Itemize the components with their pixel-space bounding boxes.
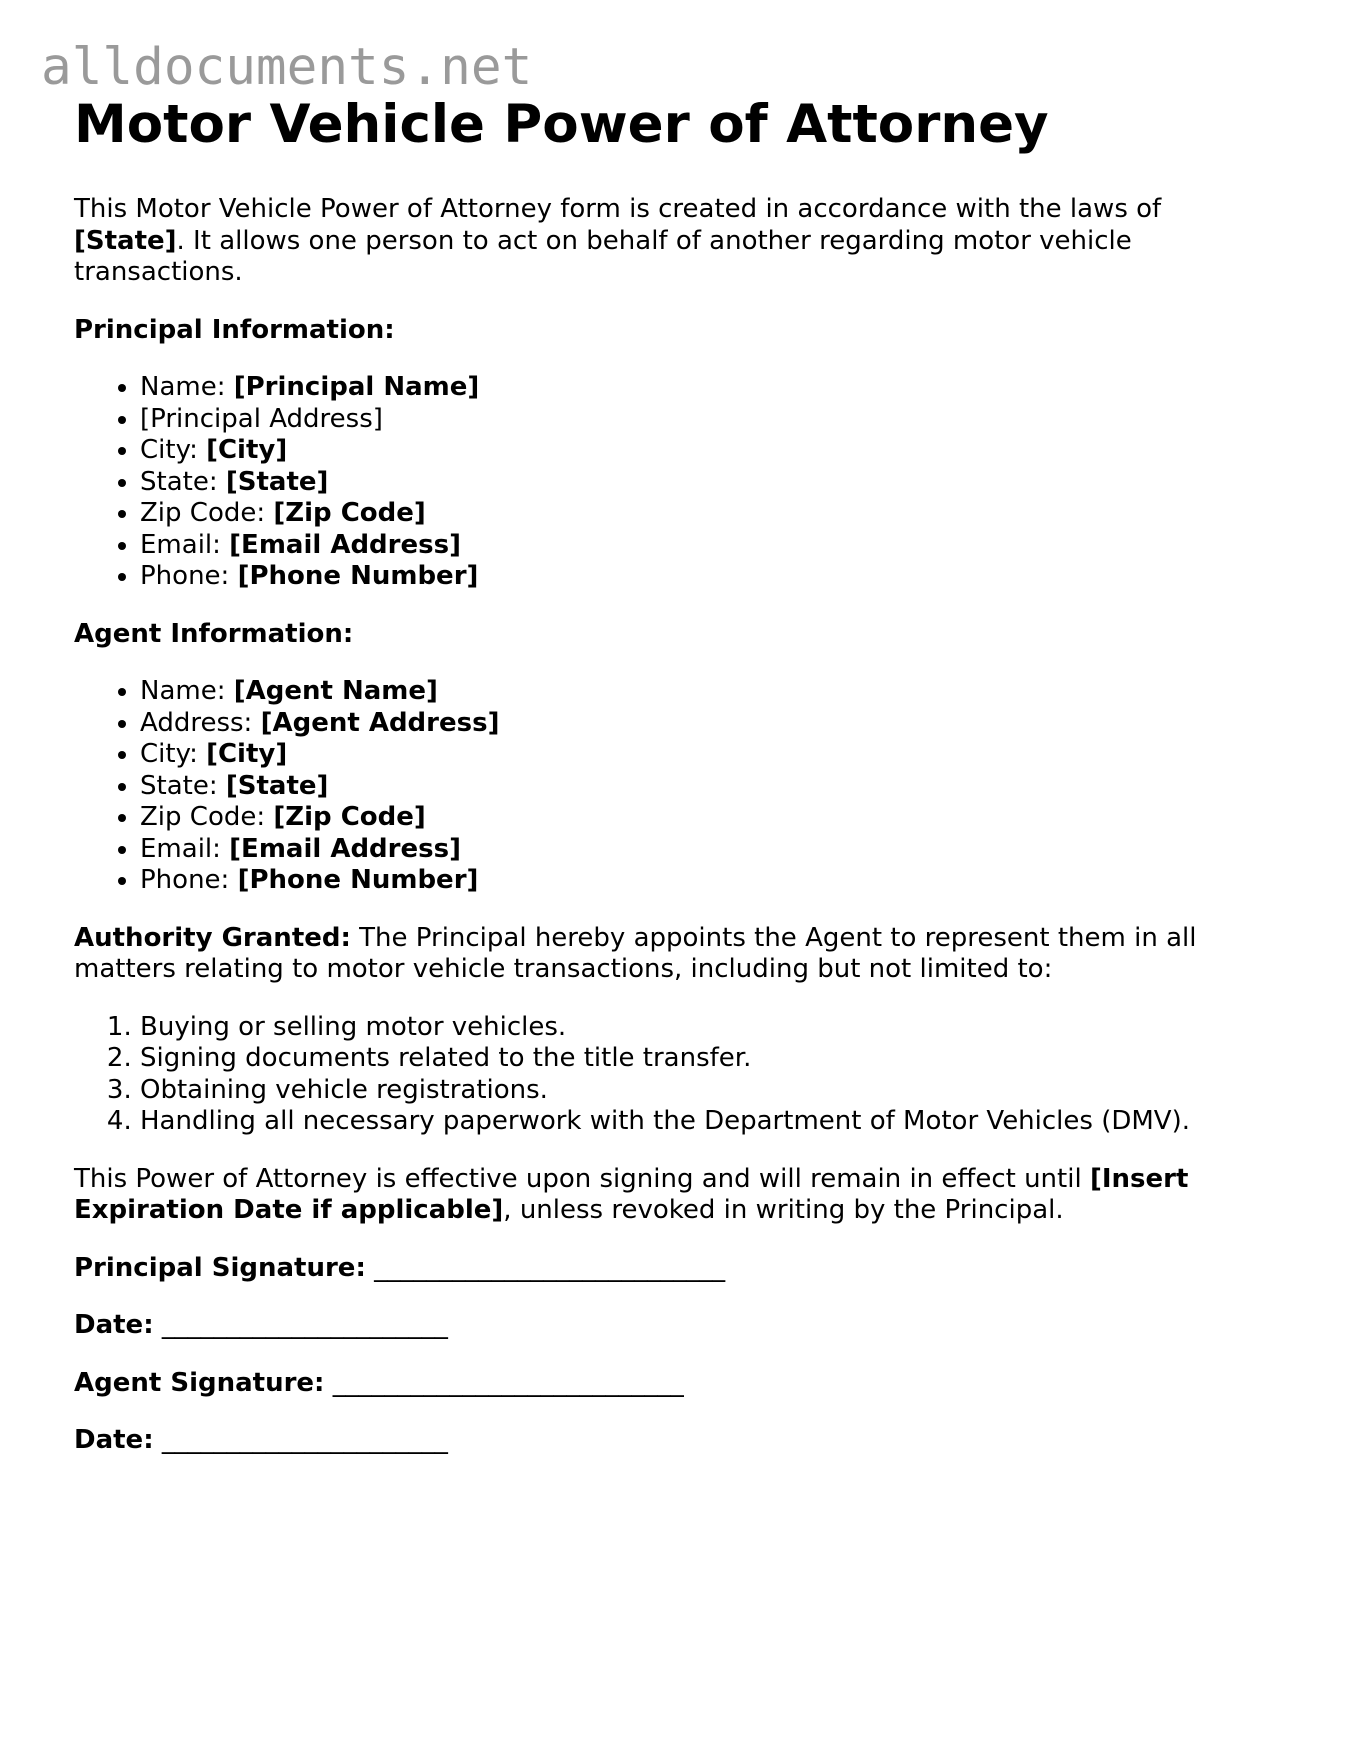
authority-list: [74, 1012, 1274, 1138]
agent-phone-item: [140, 865, 1274, 897]
authority-item: 1. Buying or selling motor vehicles.: [140, 1012, 1274, 1044]
agent-city-item: [140, 739, 1274, 771]
item-value: [State]: [225, 466, 329, 497]
principal-zip-item: [140, 498, 1274, 530]
document: [74, 90, 1274, 1457]
agent-zip-item: [140, 802, 1274, 834]
principal-date-line: [74, 1310, 1274, 1342]
item-label: Phone:: [140, 865, 238, 895]
date-blank: ______________________: [153, 1310, 448, 1340]
item-label: Email:: [140, 529, 230, 560]
item-label: City:: [140, 435, 207, 465]
effective-text-after: , unless revoked in writing by the Principal.: [503, 1195, 1064, 1225]
agent-email-item: [140, 834, 1274, 866]
date-label: Date:: [74, 1310, 154, 1340]
principal-signature-line: [74, 1253, 1274, 1285]
item-value: [Zip Code]: [273, 802, 426, 832]
document-title: Motor Vehicle Power of Attorney: [74, 94, 1049, 155]
item-label: Zip Code:: [140, 498, 274, 528]
item-label: Name:: [140, 676, 234, 706]
item-label: Zip Code:: [140, 802, 274, 832]
item-label: Name:: [140, 372, 234, 402]
item-label: State:: [140, 770, 226, 801]
expiration-date-placeholder: [Insert Expiration Date if applicable]: [74, 1163, 1189, 1225]
agent-date-line: [74, 1425, 1274, 1457]
item-value: [Principal Name]: [233, 372, 480, 402]
signature-label: Principal Signature:: [74, 1252, 366, 1283]
authority-paragraph: [74, 923, 1274, 986]
agent-state-item: [140, 771, 1274, 803]
principal-email-item: [140, 530, 1274, 562]
intro-text-after: . It allows one person to act on behalf of another regarding motor vehicle transactions.: [74, 225, 1132, 287]
principal-city-item: [140, 435, 1274, 467]
item-value: [Phone Number]: [237, 865, 479, 895]
principal-state-item: [140, 467, 1274, 499]
agent-heading: Agent Information:: [74, 618, 354, 649]
item-value: [State]: [225, 770, 329, 801]
principal-list: [74, 372, 1274, 593]
item-label: Email:: [140, 833, 230, 864]
principal-phone-item: [140, 561, 1274, 593]
principal-heading: Principal Information:: [74, 314, 395, 345]
item-value: [Zip Code]: [273, 498, 426, 528]
effective-paragraph: [74, 1164, 1274, 1227]
authority-item: 3. Obtaining vehicle registrations.: [140, 1075, 1274, 1107]
item-value: [Email Address]: [229, 833, 461, 864]
item-value: [Email Address]: [229, 529, 461, 560]
authority-label: Authority Granted:: [74, 922, 351, 953]
intro-paragraph: [74, 194, 1274, 289]
item-value: [City]: [206, 435, 288, 465]
effective-text-before: This Power of Attorney is effective upon signing and will remain in effect until: [74, 1163, 1090, 1194]
authority-item: 4. Handling all necessary paperwork with the Department of Motor Vehicles (DMV).: [140, 1106, 1274, 1138]
item-label: [Principal Address]: [140, 403, 383, 434]
agent-signature-line: [74, 1368, 1274, 1400]
agent-address-item: [140, 708, 1274, 740]
date-blank: ______________________: [153, 1425, 448, 1455]
signature-blank: ___________________________: [324, 1367, 684, 1398]
signature-blank: ___________________________: [365, 1252, 726, 1283]
date-label: Date:: [74, 1425, 154, 1455]
item-label: Phone:: [140, 561, 238, 591]
item-label: Address:: [140, 707, 261, 738]
agent-name-item: [140, 676, 1274, 708]
agent-list: [74, 676, 1274, 897]
item-value: [Phone Number]: [237, 561, 479, 591]
item-value: [Agent Name]: [233, 676, 438, 706]
principal-name-item: [140, 372, 1274, 404]
signature-label: Agent Signature:: [74, 1367, 325, 1398]
item-label: City:: [140, 739, 207, 769]
authority-item: 2. Signing documents related to the title transfer.: [140, 1043, 1274, 1075]
item-label: State:: [140, 466, 226, 497]
intro-text-before: This Motor Vehicle Power of Attorney form is created in accordance with the laws of: [74, 194, 1162, 224]
intro-state-placeholder: [State]: [74, 225, 177, 256]
item-value: [Agent Address]: [260, 707, 500, 738]
watermark: alldocuments.net: [41, 38, 533, 97]
item-value: [City]: [206, 739, 288, 769]
principal-address-item: [140, 404, 1274, 436]
authority-text: The Principal hereby appoints the Agent to represent them in all matters relating to motor vehicle transactions, including but not limited to:: [74, 922, 1197, 984]
